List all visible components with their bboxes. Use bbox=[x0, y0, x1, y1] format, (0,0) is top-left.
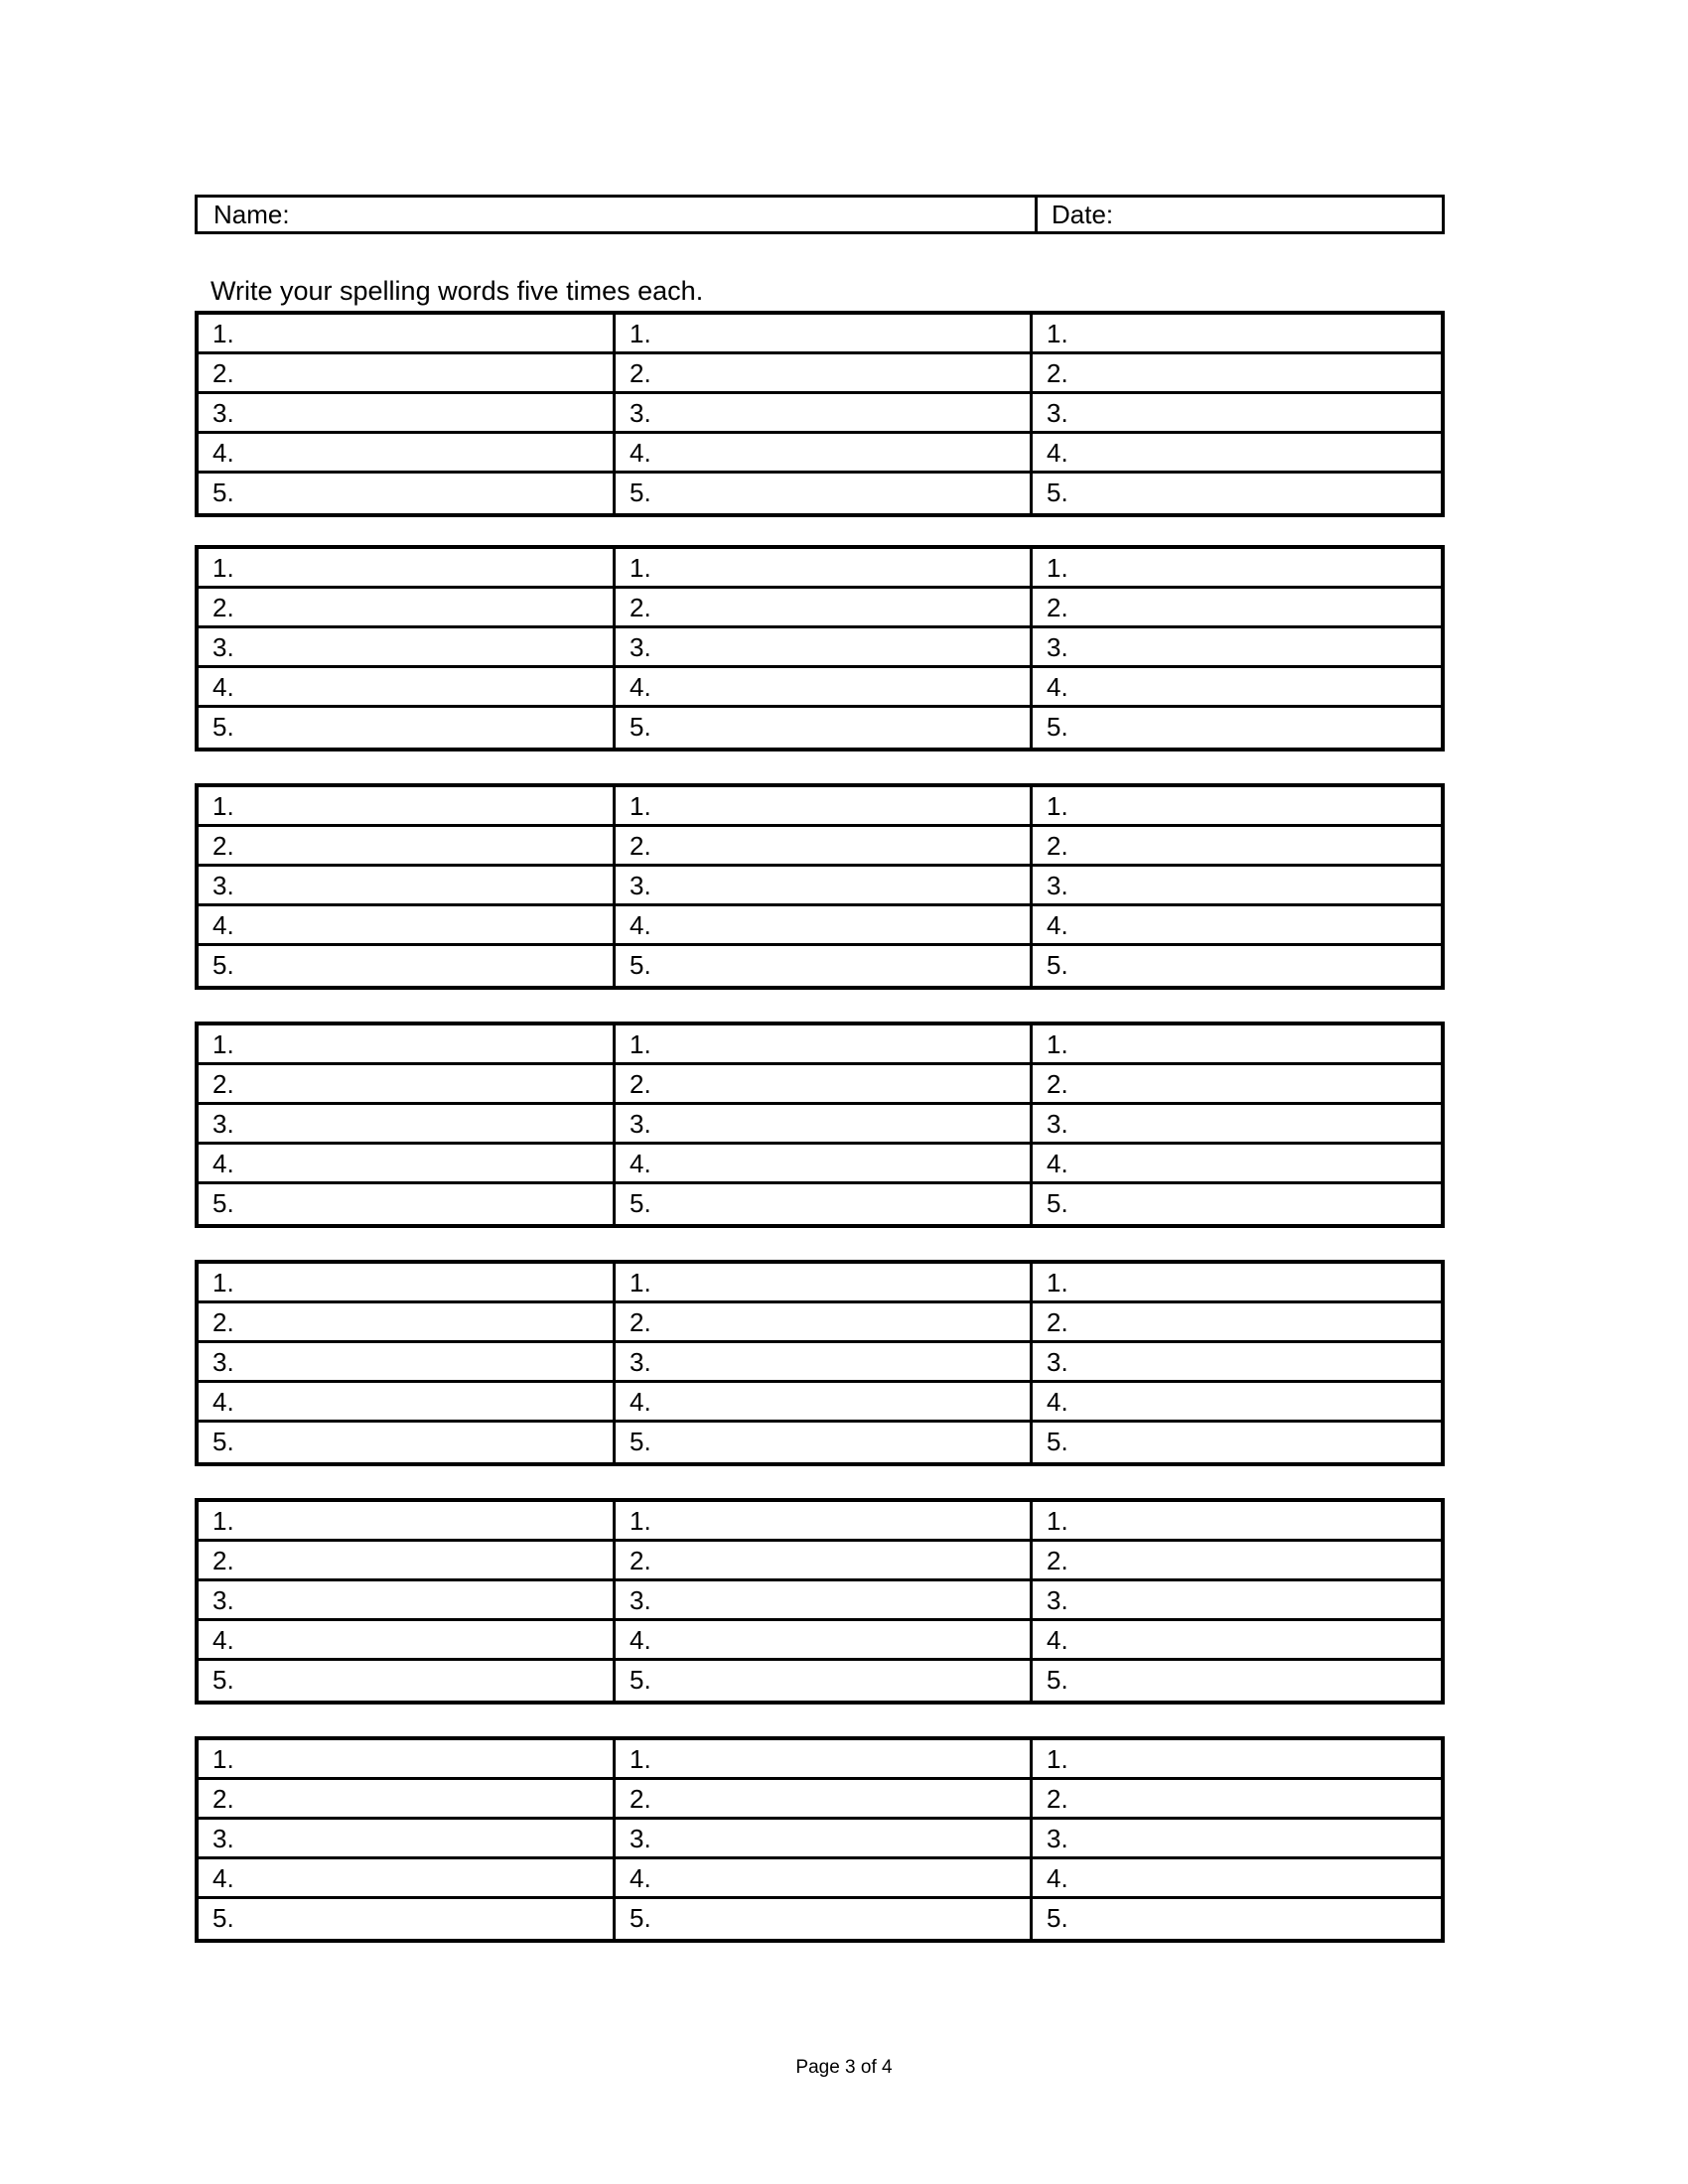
writing-cell[interactable]: 4. bbox=[199, 1621, 616, 1661]
writing-cell[interactable]: 1. bbox=[616, 787, 1033, 827]
writing-cell[interactable]: 4. bbox=[1033, 434, 1441, 474]
writing-cell[interactable]: 4. bbox=[199, 1145, 616, 1184]
writing-cell[interactable]: 3. bbox=[616, 1105, 1033, 1145]
name-label: Name: bbox=[213, 200, 290, 229]
writing-cell[interactable]: 2. bbox=[1033, 827, 1441, 867]
writing-cell[interactable]: 4. bbox=[1033, 1145, 1441, 1184]
spelling-table bbox=[195, 545, 1445, 751]
writing-cell[interactable]: 5. bbox=[616, 1661, 1033, 1701]
writing-cell[interactable]: 3. bbox=[616, 1343, 1033, 1383]
writing-cell[interactable]: 1. bbox=[616, 1502, 1033, 1542]
date-field[interactable] bbox=[1038, 198, 1442, 231]
writing-cell[interactable]: 5. bbox=[1047, 1188, 1068, 1218]
name-date-box bbox=[195, 195, 1445, 234]
writing-cell[interactable]: 1. bbox=[199, 1264, 616, 1303]
writing-cell[interactable]: 5. bbox=[616, 1184, 1033, 1224]
writing-cell[interactable]: 2. bbox=[199, 589, 616, 628]
writing-cell[interactable]: 5. bbox=[199, 1184, 616, 1224]
writing-cell[interactable]: 1. bbox=[199, 1025, 616, 1065]
writing-cell[interactable]: 3. bbox=[1033, 394, 1441, 434]
writing-cell[interactable]: 2. bbox=[1033, 354, 1441, 394]
writing-cell[interactable]: 3. bbox=[1033, 1820, 1441, 1859]
writing-cell[interactable]: 5. bbox=[1047, 1665, 1068, 1695]
writing-cell[interactable]: 2. bbox=[199, 1542, 616, 1581]
writing-cell[interactable]: 5. bbox=[199, 708, 616, 748]
writing-cell[interactable]: 3. bbox=[616, 867, 1033, 906]
writing-cell[interactable]: 5. bbox=[1047, 712, 1068, 742]
spelling-table bbox=[195, 311, 1445, 517]
writing-cell[interactable]: 3. bbox=[1033, 1581, 1441, 1621]
writing-cell[interactable]: 4. bbox=[1033, 1621, 1441, 1661]
page-number: Page 3 of 4 bbox=[795, 2057, 893, 2078]
writing-cell[interactable]: 4. bbox=[616, 668, 1033, 708]
writing-cell[interactable]: 2. bbox=[616, 354, 1033, 394]
writing-cell[interactable]: 2. bbox=[1033, 589, 1441, 628]
writing-cell[interactable]: 3. bbox=[1033, 1105, 1441, 1145]
writing-cell[interactable]: 4. bbox=[616, 906, 1033, 946]
writing-cell[interactable]: 5. bbox=[1047, 1903, 1068, 1933]
writing-cell[interactable]: 2. bbox=[1033, 1065, 1441, 1105]
writing-cell[interactable]: 4. bbox=[199, 906, 616, 946]
writing-cell[interactable]: 4. bbox=[616, 1621, 1033, 1661]
writing-cell[interactable]: 3. bbox=[199, 628, 616, 668]
spelling-table bbox=[195, 1498, 1445, 1705]
writing-cell[interactable]: 2. bbox=[199, 1303, 616, 1343]
writing-cell[interactable]: 5. bbox=[1047, 478, 1068, 507]
writing-cell[interactable]: 1. bbox=[199, 1502, 616, 1542]
writing-cell[interactable]: 3. bbox=[1033, 1343, 1441, 1383]
writing-cell[interactable]: 3. bbox=[199, 1581, 616, 1621]
writing-cell[interactable]: 2. bbox=[616, 1303, 1033, 1343]
writing-cell[interactable]: 3. bbox=[616, 1581, 1033, 1621]
writing-cell[interactable]: 1. bbox=[199, 315, 616, 354]
writing-cell[interactable]: 1. bbox=[1033, 1025, 1441, 1065]
writing-cell[interactable]: 1. bbox=[1033, 1264, 1441, 1303]
writing-cell[interactable]: 5. bbox=[199, 1423, 616, 1462]
writing-cell[interactable]: 1. bbox=[1033, 787, 1441, 827]
writing-cell[interactable]: 2. bbox=[1033, 1542, 1441, 1581]
writing-cell[interactable]: 2. bbox=[1033, 1303, 1441, 1343]
writing-cell[interactable]: 3. bbox=[199, 1343, 616, 1383]
writing-cell[interactable]: 2. bbox=[616, 827, 1033, 867]
writing-cell[interactable]: 2. bbox=[199, 354, 616, 394]
writing-cell[interactable]: 4. bbox=[616, 1383, 1033, 1423]
writing-cell[interactable]: 4. bbox=[616, 1145, 1033, 1184]
date-label: Date: bbox=[1052, 200, 1114, 229]
writing-cell[interactable]: 1. bbox=[1033, 1740, 1441, 1780]
writing-cell[interactable]: 1. bbox=[616, 1264, 1033, 1303]
writing-cell[interactable]: 2. bbox=[199, 827, 616, 867]
writing-cell[interactable]: 3. bbox=[616, 1820, 1033, 1859]
writing-cell[interactable]: 2. bbox=[616, 1542, 1033, 1581]
name-field[interactable] bbox=[198, 198, 1038, 231]
writing-cell[interactable]: 5. bbox=[199, 1661, 616, 1701]
writing-cell[interactable]: 5. bbox=[616, 946, 1033, 986]
writing-cell[interactable]: 1. bbox=[1033, 1502, 1441, 1542]
writing-cell[interactable]: 2. bbox=[199, 1780, 616, 1820]
writing-cell[interactable]: 2. bbox=[199, 1065, 616, 1105]
writing-cell[interactable]: 1. bbox=[199, 549, 616, 589]
writing-cell[interactable]: 2. bbox=[616, 1780, 1033, 1820]
writing-cell[interactable]: 3. bbox=[616, 394, 1033, 434]
writing-cell[interactable]: 5. bbox=[616, 1899, 1033, 1939]
instructions: Write your spelling words five times each. bbox=[211, 276, 704, 306]
writing-cell[interactable]: 3. bbox=[1033, 628, 1441, 668]
spelling-table bbox=[195, 1260, 1445, 1466]
writing-cell[interactable]: 5. bbox=[1047, 1427, 1068, 1456]
writing-cell[interactable]: 4. bbox=[1033, 906, 1441, 946]
writing-cell[interactable]: 5. bbox=[616, 708, 1033, 748]
writing-cell[interactable]: 4. bbox=[199, 668, 616, 708]
writing-cell[interactable]: 1. bbox=[1033, 315, 1441, 354]
writing-cell[interactable]: 2. bbox=[616, 589, 1033, 628]
writing-cell[interactable]: 1. bbox=[199, 1740, 616, 1780]
writing-cell[interactable]: 2. bbox=[616, 1065, 1033, 1105]
writing-cell[interactable]: 4. bbox=[616, 1859, 1033, 1899]
writing-cell[interactable]: 3. bbox=[199, 394, 616, 434]
writing-cell[interactable]: 2. bbox=[1033, 1780, 1441, 1820]
writing-cell[interactable]: 1. bbox=[616, 315, 1033, 354]
writing-cell[interactable]: 3. bbox=[1033, 867, 1441, 906]
writing-cell[interactable]: 4. bbox=[1033, 668, 1441, 708]
writing-cell[interactable]: 5. bbox=[199, 1899, 616, 1939]
writing-cell[interactable]: 1. bbox=[1033, 549, 1441, 589]
writing-cell[interactable]: 4. bbox=[199, 1859, 616, 1899]
writing-cell[interactable]: 1. bbox=[616, 1025, 1033, 1065]
writing-cell[interactable]: 4. bbox=[1033, 1859, 1441, 1899]
spelling-table bbox=[195, 1022, 1445, 1228]
writing-cell[interactable]: 5. bbox=[199, 946, 616, 986]
writing-cell[interactable]: 5. bbox=[1047, 950, 1068, 980]
writing-cell[interactable]: 1. bbox=[616, 1740, 1033, 1780]
writing-cell[interactable]: 5. bbox=[616, 1423, 1033, 1462]
spelling-table bbox=[195, 783, 1445, 990]
writing-cell[interactable]: 3. bbox=[616, 628, 1033, 668]
writing-cell[interactable]: 4. bbox=[199, 1383, 616, 1423]
writing-cell[interactable]: 3. bbox=[199, 867, 616, 906]
writing-cell[interactable]: 3. bbox=[199, 1820, 616, 1859]
writing-cell[interactable]: 4. bbox=[616, 434, 1033, 474]
writing-cell[interactable]: 3. bbox=[199, 1105, 616, 1145]
writing-cell[interactable]: 1. bbox=[616, 549, 1033, 589]
writing-cell[interactable]: 1. bbox=[199, 787, 616, 827]
writing-cell[interactable]: 5. bbox=[199, 474, 616, 513]
writing-cell[interactable]: 4. bbox=[1033, 1383, 1441, 1423]
writing-cell[interactable]: 5. bbox=[616, 474, 1033, 513]
writing-cell[interactable]: 4. bbox=[199, 434, 616, 474]
spelling-table bbox=[195, 1736, 1445, 1943]
